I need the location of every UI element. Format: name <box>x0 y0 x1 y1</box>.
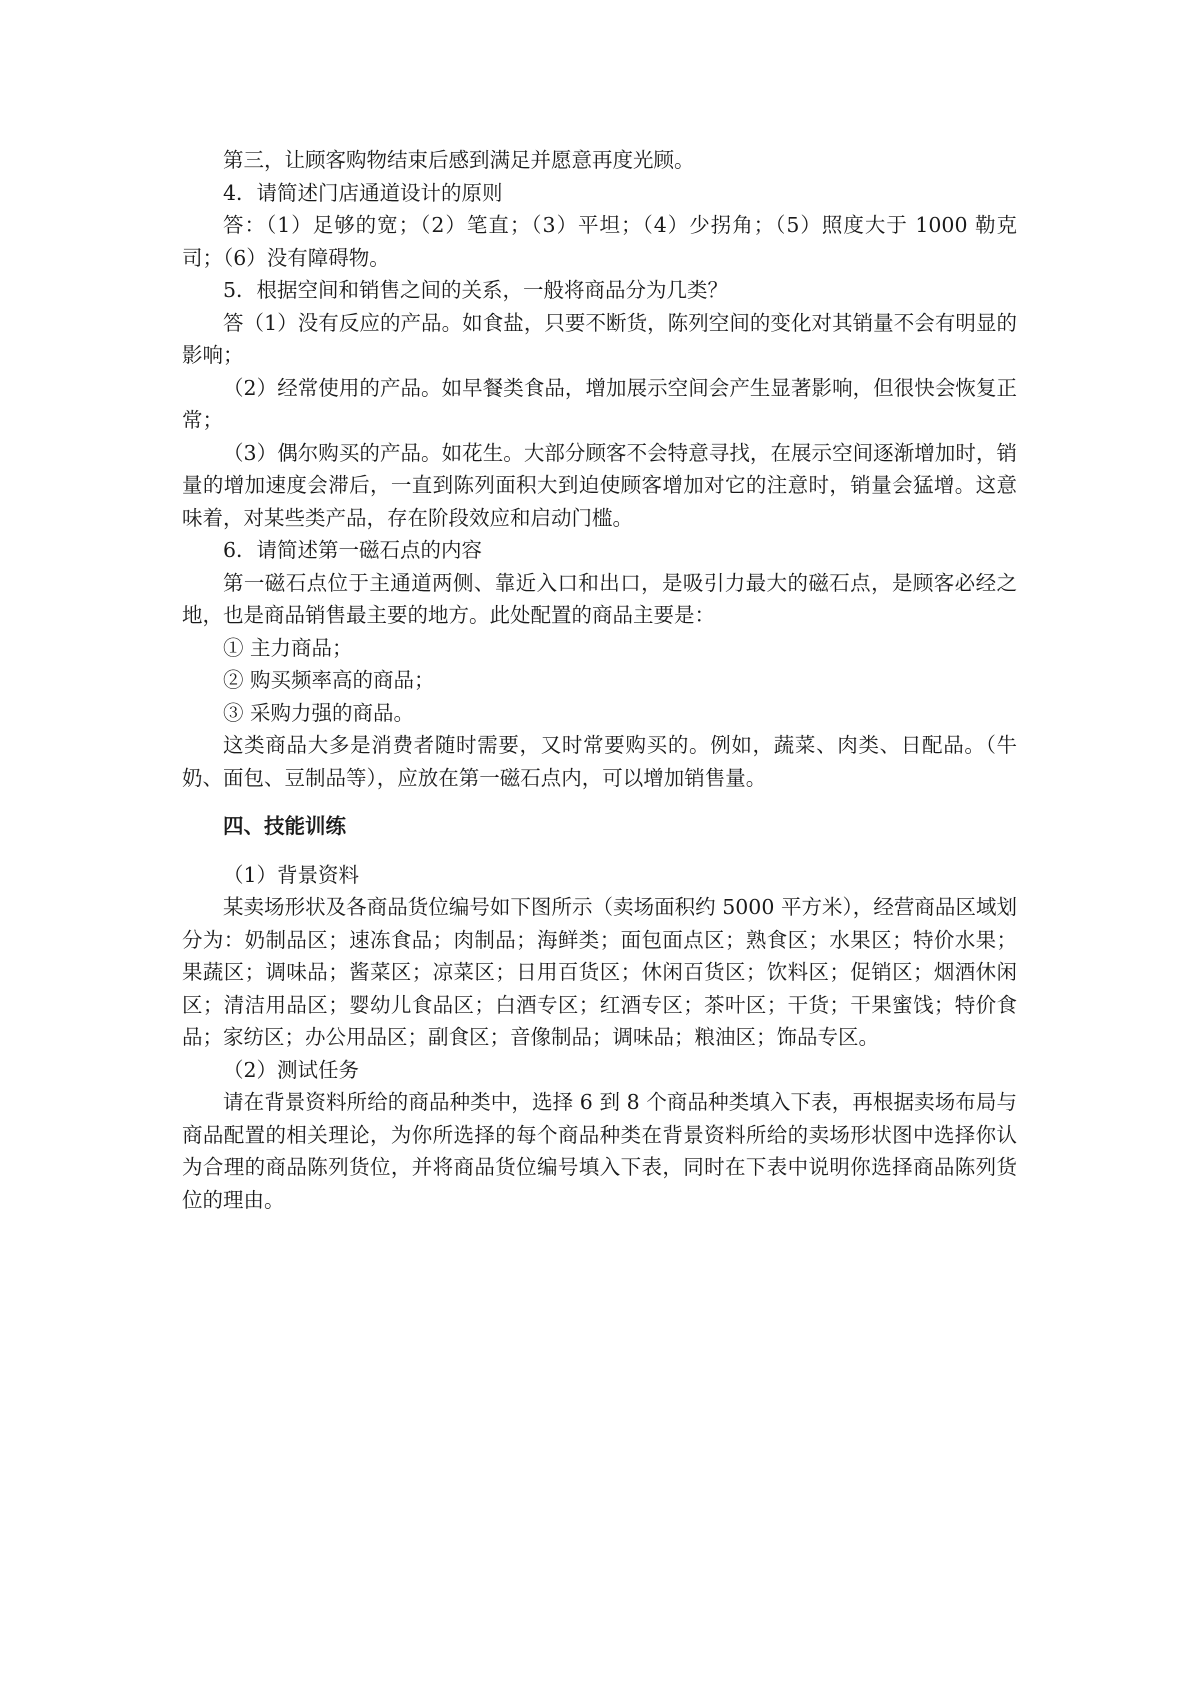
question-5-title: 5．根据空间和销售之间的关系，一般将商品分为几类？ <box>223 278 729 302</box>
question-4-title: 4．请简述门店通道设计的原则 <box>223 180 503 205</box>
task-body: 请在背景资料所给的商品种类中，选择 6 到 8 个商品种类填入下表，再根据卖场布局与商品配置的相关理论，为你所选择的每个商品种类在背景资料所给的卖场形状图中选择你认为合理的商品陈列货位，并将商品货位编号填入下表，同时在下表中说明你选择商品陈列货位的理由。 <box>182 1090 1017 1212</box>
background-title: （1）背景资料 <box>223 862 360 887</box>
question-6-body: 第一磁石点位于主通道两侧、靠近入口和出口，是吸引力最大的磁石点，是顾客必经之地，也是商品销售最主要的地方。此处配置的商品主要是： <box>182 570 1017 627</box>
question-6-item-3: ③ 采购力强的商品。 <box>223 700 415 725</box>
question-5-answer-1: 答（1）没有反应的产品。如食盐，只要不断货，陈列空间的变化对其销量不会有明显的影响； <box>182 310 1017 367</box>
question-6-item-1: ① 主力商品； <box>223 635 353 660</box>
question-6-item-2: ② 购买频率高的商品； <box>223 668 435 692</box>
question-6-title: 6．请简述第一磁石点的内容 <box>223 538 483 562</box>
question-6-tail: 这类商品大多是消费者随时需要，又时常要购买的。例如，蔬菜、肉类、日配品。（牛奶、面包、豆制品等），应放在第一磁石点内，可以增加销售量。 <box>182 733 1017 790</box>
document-page <box>182 144 1017 1216</box>
section-4-heading: 四、技能训练 <box>223 814 346 838</box>
task-title: （2）测试任务 <box>223 1057 360 1082</box>
question-5-answer-2: （2）经常使用的产品。如早餐类食品，增加展示空间会产生显著影响，但很快会恢复正常； <box>182 375 1017 432</box>
background-body: 某卖场形状及各商品货位编号如下图所示（卖场面积约 5000 平方米），经营商品区域划分为：奶制品区；速冻食品；肉制品；海鲜类；面包面点区；熟食区；水果区；特价水果；果蔬区；调味品；酱菜区；凉菜区；日用百货区；休闲百货区；饮料区；促销区；烟酒休闲区；清洁用品区；婴幼儿食品区；白酒专区；红酒专区；茶叶区；干货；干果蜜饯；特价食品；家纺区；办公用品区；副食区；音像制品；调味品；粮油区；饰品专区。 <box>182 895 1017 1049</box>
question-4-answer: 答：（1）足够的宽；（2）笔直；（3）平坦；（4）少拐角；（5）照度大于 1000 勒克司；（6）没有障碍物。 <box>182 213 1017 270</box>
question-5-answer-3: （3）偶尔购买的产品。如花生。大部分顾客不会特意寻找，在展示空间逐渐增加时，销量的增加速度会滞后，一直到陈列面积大到迫使顾客增加对它的注意时，销量会猛增。这意味着，对某些类产品，存在阶段效应和启动门槛。 <box>182 440 1017 530</box>
paragraph-intro-third: 第三，让顾客购物结束后感到满足并愿意再度光顾。 <box>223 148 695 172</box>
